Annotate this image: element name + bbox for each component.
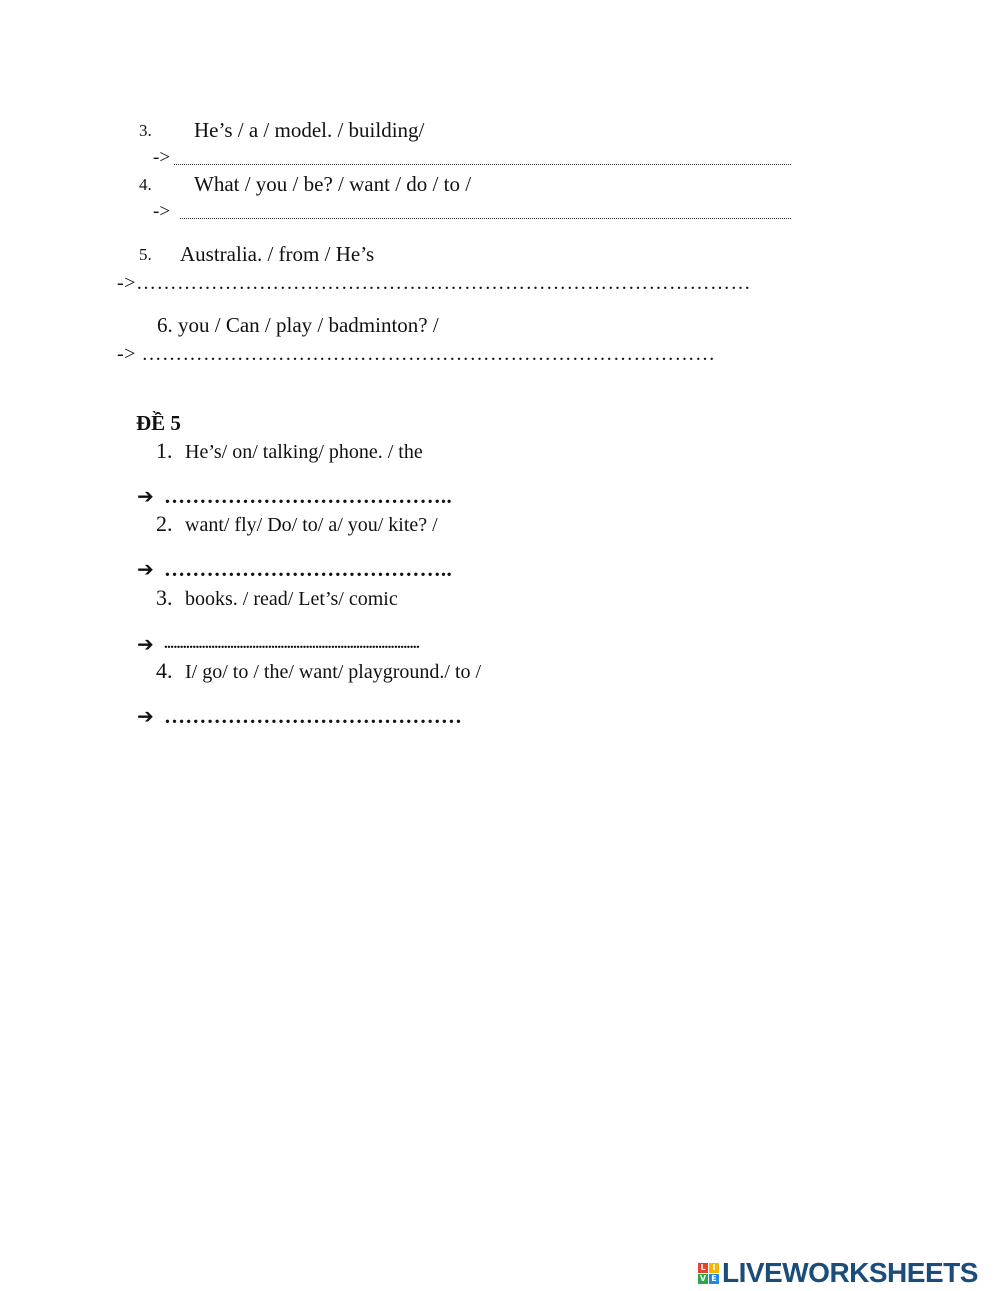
liveworksheets-logo xyxy=(698,1257,978,1289)
logo-block-e: E xyxy=(709,1274,719,1284)
logo-block-i: I xyxy=(709,1263,719,1273)
item-5-answer-line[interactable]: ->……………………………………………………………………………… xyxy=(117,272,751,294)
arrow-right-icon: ➔ xyxy=(137,557,154,581)
de5-item-3-answer[interactable]: ................................................................................. xyxy=(164,636,420,652)
de5-item-2-number: 2. xyxy=(156,511,173,536)
item-6-prompt: 6. you / Can / play / badminton? / xyxy=(157,313,439,337)
arrow-right-icon: ➔ xyxy=(137,484,154,508)
item-3-number: 3. xyxy=(139,121,152,140)
logo-block-l: L xyxy=(698,1263,708,1273)
de5-item-1-prompt: He’s/ on/ talking/ phone. / the xyxy=(185,441,423,463)
item-3-answer-line[interactable] xyxy=(174,164,791,165)
de5-item-2-prompt: want/ fly/ Do/ to/ a/ you/ kite? / xyxy=(185,514,438,536)
item-5-number: 5. xyxy=(139,245,152,264)
section-title: ĐỀ 5 xyxy=(136,411,181,435)
item-3-prompt: He’s / a / model. / building/ xyxy=(194,118,425,142)
item-4-answer-line[interactable] xyxy=(180,218,791,219)
item-4-prompt: What / you / be? / want / do / to / xyxy=(194,172,472,196)
de5-item-2-answer[interactable]: ………………………………….. xyxy=(164,557,452,581)
item-3-arrow: -> xyxy=(153,147,171,168)
item-5-prompt: Australia. / from / He’s xyxy=(180,242,375,266)
de5-item-4-answer[interactable]: …………………………………… xyxy=(164,704,463,728)
de5-item-3-number: 3. xyxy=(156,585,173,610)
live-blocks-icon xyxy=(698,1263,719,1284)
logo-wordmark: LIVEWORKSHEETS xyxy=(722,1257,978,1288)
de5-item-3-prompt: books. / read/ Let’s/ comic xyxy=(185,588,398,610)
logo-block-v: V xyxy=(699,1273,707,1283)
arrow-right-icon: ➔ xyxy=(137,704,154,728)
de5-item-1-answer[interactable]: ………………………………….. xyxy=(164,484,452,508)
item-6-answer-line[interactable]: -> ………………………………………………………………………… xyxy=(117,343,716,365)
de5-item-4-number: 4. xyxy=(156,658,173,683)
item-4-number: 4. xyxy=(139,175,152,194)
item-4-arrow: -> xyxy=(153,201,171,222)
de5-item-1-number: 1. xyxy=(156,438,173,463)
arrow-right-icon: ➔ xyxy=(137,632,154,656)
de5-item-4-prompt: I/ go/ to / the/ want/ playground./ to / xyxy=(185,661,482,683)
